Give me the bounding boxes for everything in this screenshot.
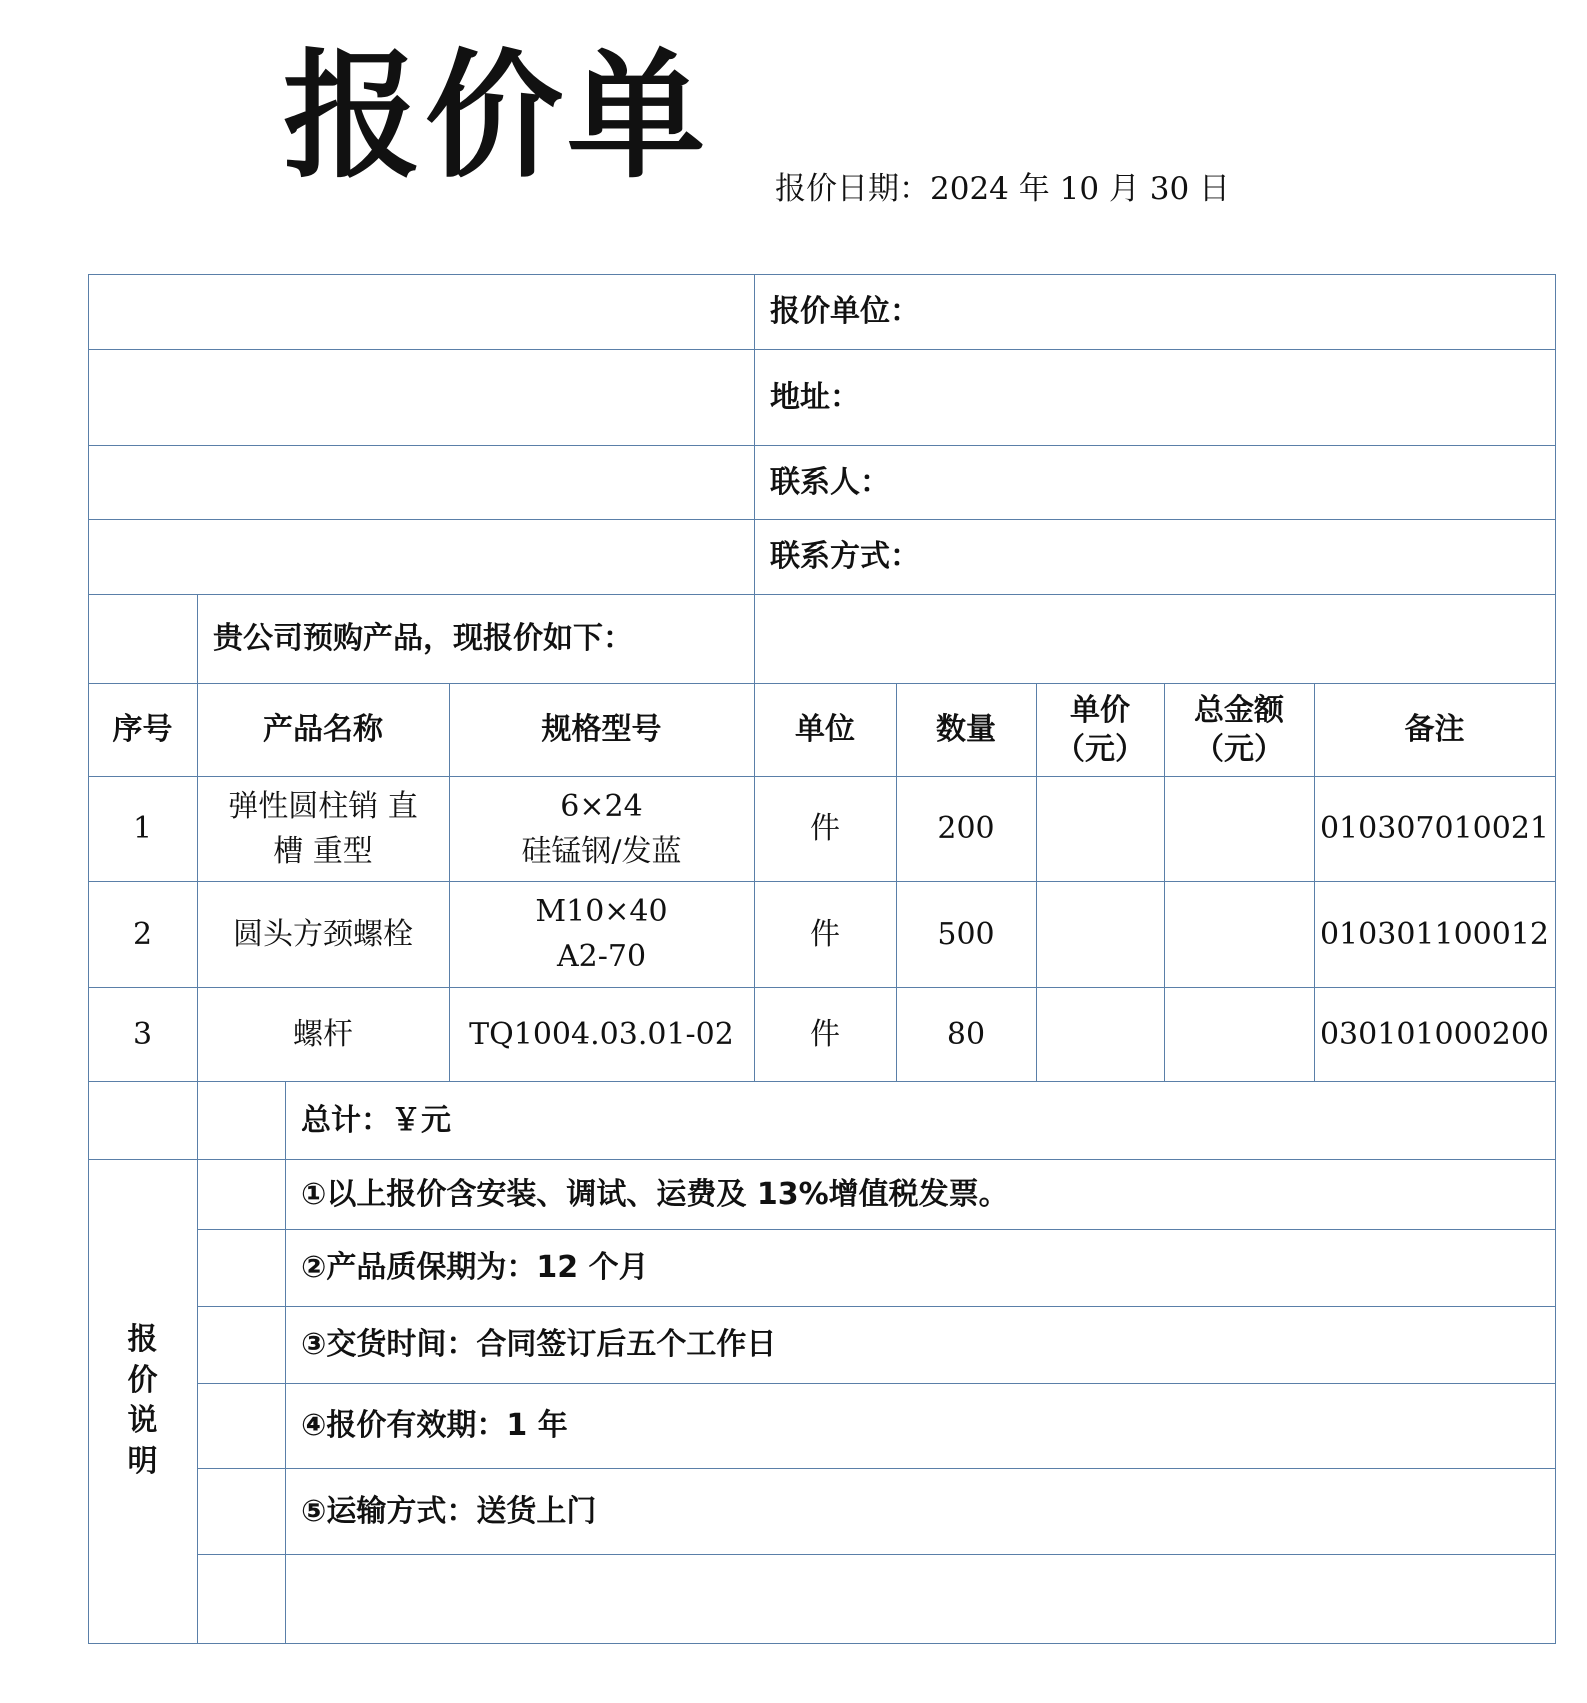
notes-label-char-2: 价 [127,1362,158,1398]
header-total-line1: 总金额 [1194,692,1284,728]
row-3-spec: TQ1004.03.01-02 [469,1016,734,1052]
header-qty: 数量 [936,712,996,747]
header-total-line2: （元） [1194,731,1284,767]
contact-method-label: 联系方式： [770,539,920,574]
row-2-unit: 件 [810,916,840,952]
note-item-2: ②产品质保期为：12 个月 [301,1250,649,1285]
notes-label-char-1: 报 [127,1322,158,1357]
header-unit-price-line2: （元） [1055,731,1145,767]
notes-label-char-3: 说 [127,1403,158,1438]
note-item-4: ④报价有效期：1 年 [301,1408,568,1443]
row-3-qty: 80 [946,1016,986,1052]
row-2-remark: 010301100012 [1319,916,1550,952]
quote-table [88,274,1555,1644]
row-2-seq: 2 [132,916,153,952]
address-label: 地址： [770,379,860,415]
contact-person-label: 联系人： [770,464,890,500]
row-2-spec-line1: M10×40 [535,894,668,929]
header-total-amount [1164,683,1314,776]
header-remark: 备注 [1404,712,1465,747]
row-1-unit: 件 [810,811,840,846]
row-2-name: 圆头方颈螺栓 [233,916,413,952]
row-1-spec-line1: 6×24 [560,788,643,824]
note-item-1: ①以上报价含安装、调试、运费及 13%增值税发票。 [301,1176,1009,1212]
row-3-name: 螺杆 [293,1016,353,1052]
row-1-name-line1: 弹性圆柱销 直 [228,788,418,824]
header-unit-price-line1: 单价 [1070,692,1130,728]
header-name: 产品名称 [263,712,383,747]
page-title: 报价单 [283,36,710,197]
row-1-name-line2: 槽 重型 [273,833,373,869]
header-seq: 序号 [112,712,173,747]
row-2-spec [449,881,754,987]
note-item-5: ⑤运输方式：送货上门 [301,1493,597,1529]
row-1-qty: 200 [937,811,995,846]
row-3-seq: 3 [132,1016,153,1052]
notes-label [88,1159,197,1643]
row-3-unit: 件 [810,1016,840,1052]
row-3-remark: 030101000200 [1319,1016,1550,1052]
row-2-spec-line2: A2-70 [556,939,647,974]
grand-total: 总计：￥元 [301,1102,451,1138]
intro-text: 贵公司预购产品，现报价如下： [213,621,633,656]
header-unit-price [1036,683,1164,776]
header-unit: 单位 [795,712,855,747]
quoting-unit-label: 报价单位： [770,294,920,329]
row-1-name [197,776,449,881]
note-item-3: ③交货时间：合同签订后五个工作日 [301,1327,777,1362]
row-1-spec [449,776,754,881]
quote-date: 报价日期：2024 年 10 月 30 日 [775,171,1231,207]
row-1-spec-line2: 硅锰钢/发蓝 [521,833,682,869]
header-spec: 规格型号 [541,712,662,747]
row-1-seq: 1 [132,811,153,846]
notes-label-char-4: 明 [127,1443,158,1479]
row-2-qty: 500 [937,916,995,952]
row-1-remark: 010307010021 [1319,811,1550,846]
